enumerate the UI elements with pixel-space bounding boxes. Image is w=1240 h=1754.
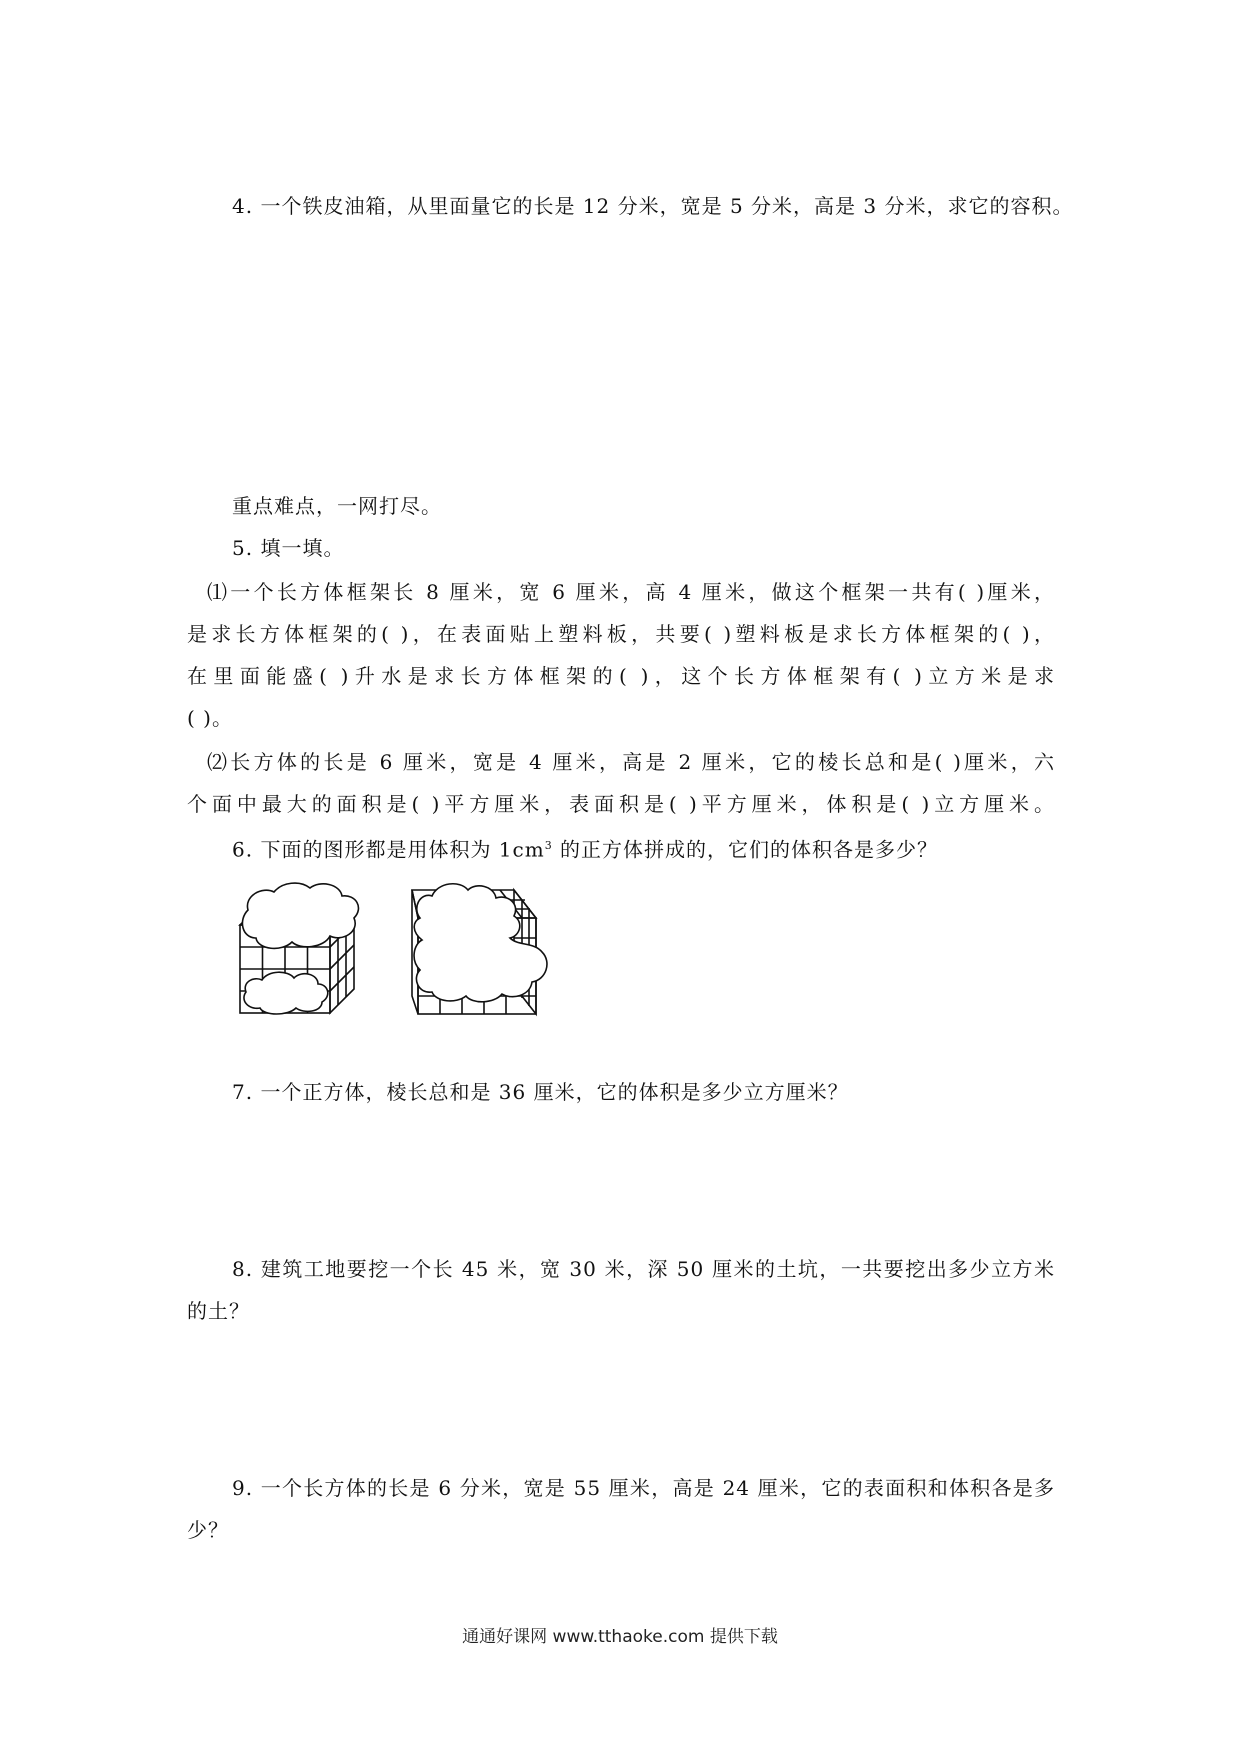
- question-5-part2-line1: ⑵长方体的长是 6 厘米，宽是 4 厘米，高是 2 厘米，它的棱长总和是( )厘米，六: [207, 750, 1055, 774]
- question-6-text-after: 的正方体拼成的，它们的体积各是多少？: [552, 837, 939, 862]
- question-5-part1-line3: 在里面能盛( )升水是求长方体框架的( )，这个长方体框架有( )立方米是求: [187, 664, 1055, 688]
- question-5-title: 5. 填一填。: [232, 536, 345, 560]
- question-5-part1-line2: 是求长方体框架的( )，在表面贴上塑料板，共要( )塑料板是求长方体框架的( )，: [187, 622, 1055, 646]
- cube-figure-2: [410, 878, 590, 1018]
- question-7: 7. 一个正方体，棱长总和是 36 厘米，它的体积是多少立方厘米？: [232, 1080, 849, 1104]
- cube-figure-1: [238, 880, 378, 1015]
- question-6-superscript: 3: [544, 839, 553, 852]
- question-6-text-before: 6. 下面的图形都是用体积为 1cm: [232, 837, 545, 862]
- question-8-line1: 8. 建筑工地要挖一个长 45 米，宽 30 米，深 50 厘米的土坑，一共要挖出多少立方米: [232, 1257, 1055, 1281]
- question-6: [232, 832, 938, 864]
- footer-credit: 通通好课网 www.tthaoke.com 提供下载: [462, 1627, 778, 1647]
- question-9-line2: 少？: [187, 1518, 229, 1542]
- question-4: 4. 一个铁皮油箱，从里面量它的长是 12 分米，宽是 5 分米，高是 3 分米，求它的容积。: [232, 194, 1074, 218]
- question-5-part2-line2: 个面中最大的面积是( )平方厘米，表面积是( )平方厘米，体积是( )立方厘米。: [187, 792, 1055, 816]
- question-9-line1: 9. 一个长方体的长是 6 分米，宽是 55 厘米，高是 24 厘米，它的表面积和体积各是多: [232, 1476, 1055, 1500]
- section-heading: 重点难点，一网打尽。: [232, 494, 442, 518]
- question-5-part1-line4: ( )。: [187, 706, 233, 730]
- question-8-line2: 的土？: [187, 1299, 250, 1323]
- question-5-part1-line1: ⑴一个长方体框架长 8 厘米，宽 6 厘米，高 4 厘米，做这个框架一共有( )厘米，: [207, 580, 1055, 604]
